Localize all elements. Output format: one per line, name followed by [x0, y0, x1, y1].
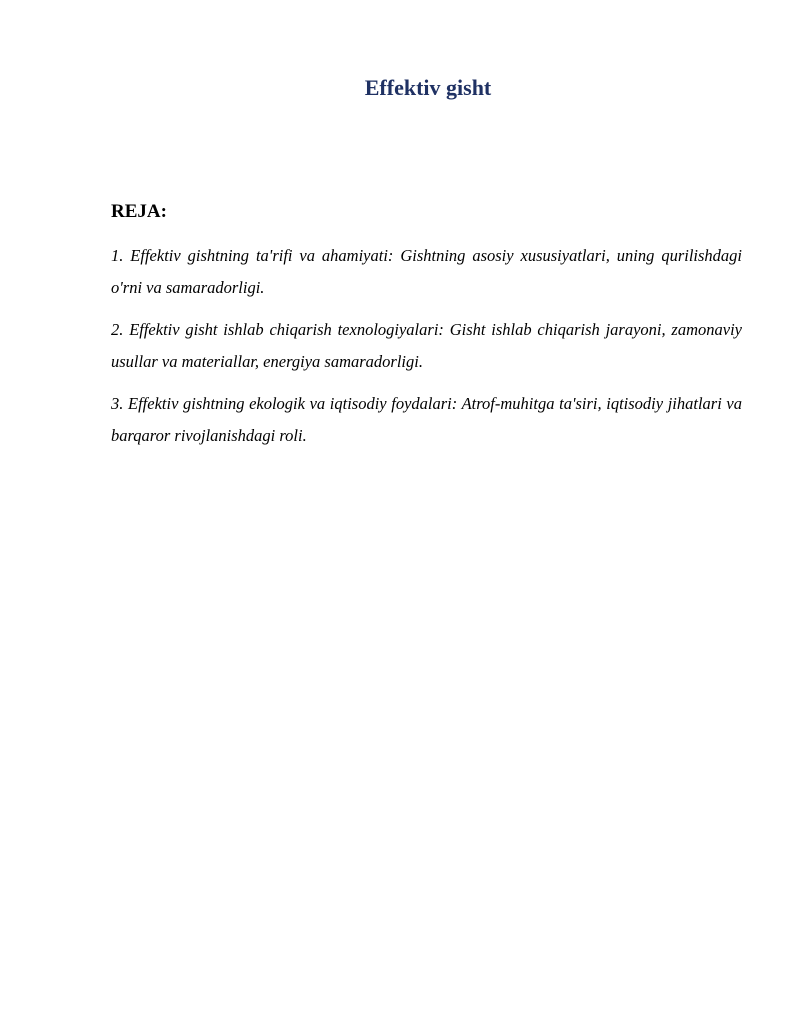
- plan-item-2: 2. Effektiv gisht ishlab chiqarish texnologiyalari: Gisht ishlab chiqarish jarayoni, zamonaviy usullar va materiallar, energiya samaradorligi.: [111, 320, 742, 371]
- plan-heading: REJA:: [111, 201, 167, 222]
- document-title: Effektiv gisht: [364, 75, 492, 100]
- plan-item-1: 1. Effektiv gishtning ta'rifi va ahamiyati: Gishtning asosiy xususiyatlari, uning qurilishdagi o'rni va samaradorligi.: [111, 246, 742, 297]
- plan-list: [111, 240, 742, 462]
- plan-item-3: 3. Effektiv gishtning ekologik va iqtisodiy foydalari: Atrof-muhitga ta'siri, iqtisodiy jihatlari va barqaror rivojlanishdagi roli.: [111, 394, 742, 445]
